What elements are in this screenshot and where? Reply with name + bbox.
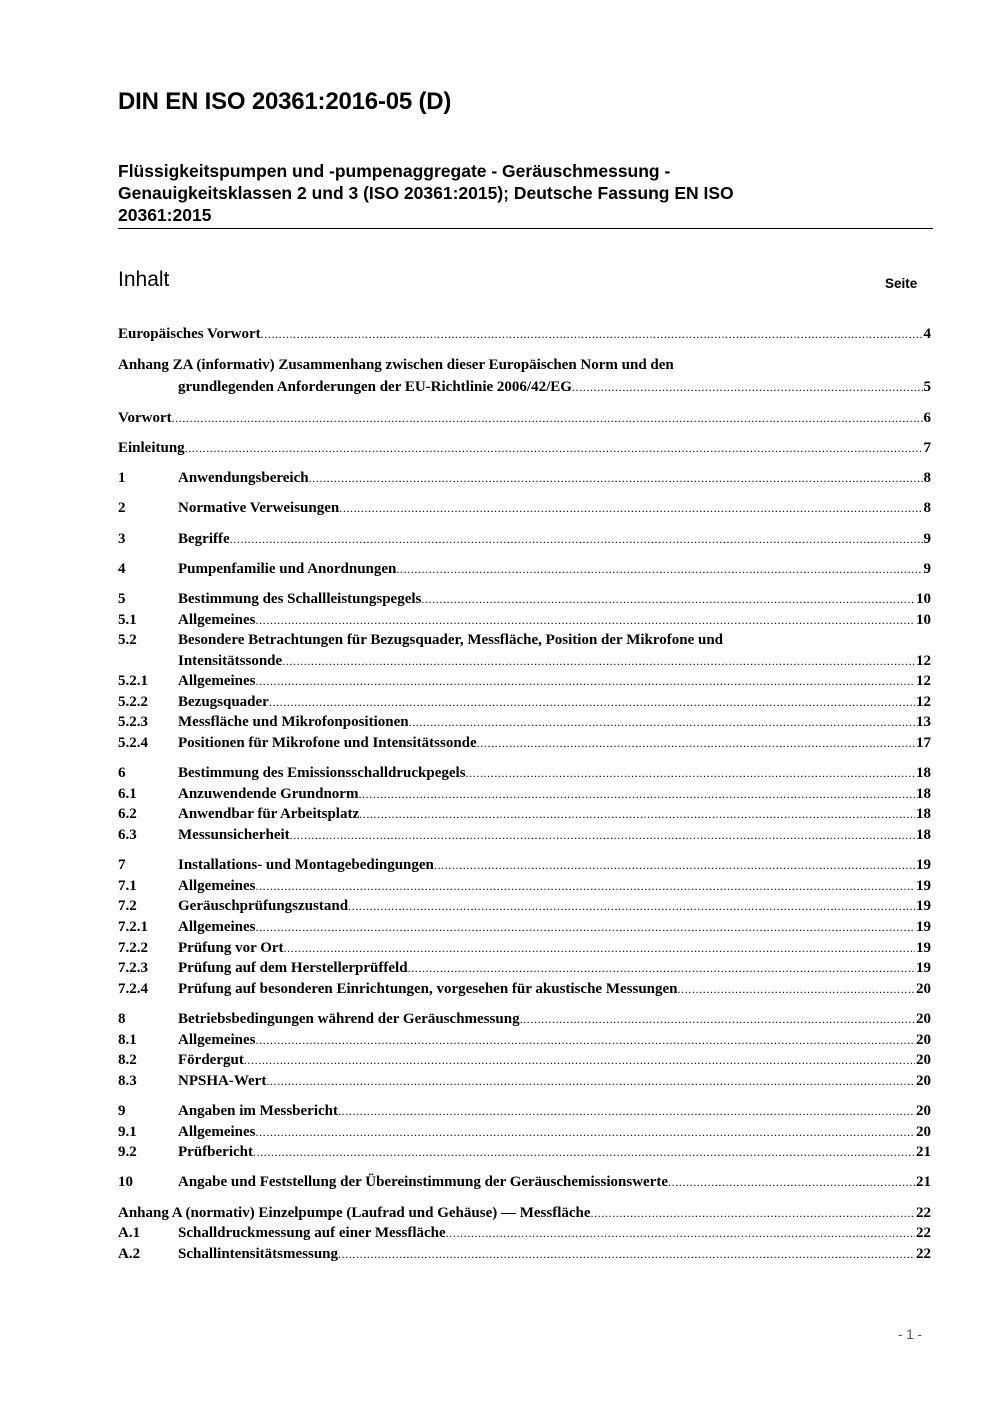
toc-entry-page: 20 — [916, 1072, 931, 1089]
toc-entry-title: Pumpenfamilie und Anordnungen — [178, 560, 397, 577]
dot-leader — [358, 784, 915, 805]
toc-entry-page: 9 — [923, 530, 931, 547]
toc-entry[interactable] — [118, 855, 931, 876]
toc-entry[interactable] — [118, 733, 931, 754]
toc-entry[interactable] — [118, 1142, 931, 1163]
dot-leader — [255, 876, 915, 897]
toc-entry[interactable] — [118, 1050, 931, 1071]
toc-entry-page: 19 — [916, 857, 931, 874]
toc-entry[interactable] — [118, 559, 931, 580]
toc-entry-page: 20 — [916, 1123, 931, 1140]
table-of-contents — [118, 324, 931, 1264]
dot-leader — [520, 1009, 915, 1030]
toc-entry-number: 9.1 — [118, 1123, 137, 1140]
toc-entry-title: Normative Verweisungen — [178, 500, 340, 517]
dot-leader — [338, 1244, 915, 1265]
dot-leader — [408, 958, 915, 979]
toc-entry[interactable] — [118, 804, 931, 825]
dot-leader — [255, 1030, 915, 1051]
dot-leader — [421, 589, 915, 610]
toc-entry-title: Prüfung auf dem Herstellerprüffeld — [178, 960, 408, 977]
dot-leader — [261, 324, 923, 345]
toc-entry-number: A.1 — [118, 1225, 141, 1242]
toc-entry[interactable] — [118, 324, 931, 345]
toc-entry-number: 5.2.4 — [118, 735, 148, 752]
dot-leader — [572, 376, 923, 398]
toc-entry-page: 6 — [923, 409, 931, 426]
toc-entry-page: 5 — [923, 379, 931, 396]
toc-entry-number: 7.2.1 — [118, 919, 148, 935]
toc-entry-number: 7.2 — [118, 898, 137, 915]
toc-entry-page: 13 — [916, 714, 931, 731]
toc-entry-title: Allgemeines — [178, 673, 256, 690]
toc-entry-title: Anwendungsbereich — [178, 470, 309, 487]
toc-entry-number: 6 — [118, 765, 126, 782]
toc-entry[interactable] — [118, 671, 931, 692]
toc-entry[interactable] — [118, 1223, 931, 1244]
toc-entry[interactable] — [118, 712, 931, 733]
toc-entry-number: 3 — [118, 530, 126, 547]
toc-entry-page: 18 — [916, 765, 931, 782]
toc-entry-title: Allgemeines — [178, 1031, 256, 1048]
toc-entry[interactable] — [118, 1244, 931, 1265]
toc-entry[interactable] — [118, 876, 931, 897]
dot-leader — [309, 468, 923, 489]
dot-leader — [434, 855, 915, 876]
toc-entry-number: 6.1 — [118, 785, 137, 802]
subtitle-line: 20361:2015 — [118, 205, 212, 225]
toc-entry[interactable] — [118, 630, 931, 671]
toc-heading: Inhalt — [118, 268, 170, 291]
toc-entry-title: Besondere Betrachtungen für Bezugsquader, Messfläche, Position der Mikrofone und — [178, 632, 724, 649]
toc-entry[interactable] — [118, 408, 931, 429]
toc-entry-number: 7.2.4 — [118, 980, 148, 997]
dot-leader — [477, 733, 915, 754]
toc-entry[interactable] — [118, 1203, 931, 1224]
toc-entry-title: Prüfung vor Ort — [178, 939, 284, 956]
toc-entry-number: 2 — [118, 500, 126, 517]
toc-entry-number: 9.2 — [118, 1144, 137, 1161]
toc-entry[interactable] — [118, 1071, 931, 1092]
toc-entry-page: 8 — [923, 470, 931, 487]
toc-entry-number: 7 — [118, 857, 126, 874]
toc-entry-title: Bestimmung des Schallleistungspegels — [178, 590, 422, 607]
dot-leader — [185, 438, 923, 459]
toc-entry-page: 12 — [916, 693, 931, 710]
toc-entry-page: 19 — [916, 877, 931, 894]
toc-entry-number: 5.1 — [118, 611, 137, 628]
toc-entry-number: 7.2.3 — [118, 960, 148, 977]
dot-leader — [282, 651, 915, 672]
toc-entry-title: Anzuwendende Grundnorm — [178, 785, 359, 802]
toc-entry-number: 5.2.2 — [118, 693, 148, 710]
dot-leader — [466, 763, 915, 784]
toc-entry-page: 7 — [923, 439, 931, 456]
toc-entry-title: Allgemeines — [178, 877, 256, 894]
toc-entry-number: 5 — [118, 590, 126, 607]
toc-entry-title: Geräuschprüfungszustand — [178, 898, 349, 915]
toc-entry-number: 8 — [118, 1010, 126, 1027]
dot-leader — [591, 1203, 915, 1224]
toc-entry-title: Begriffe — [178, 530, 230, 547]
dot-leader — [290, 825, 915, 846]
toc-entry-number: A.2 — [118, 1245, 141, 1262]
toc-entry-title: Intensitätssonde — [178, 652, 283, 669]
dot-leader — [338, 1101, 915, 1122]
toc-entry-page: 22 — [916, 1245, 931, 1262]
toc-entry-title: Anhang ZA (informativ) Zusammenhang zwischen dieser Europäischen Norm und den — [118, 357, 674, 374]
toc-entry-number: 1 — [118, 470, 126, 487]
toc-entry-number: 8.3 — [118, 1072, 137, 1089]
dot-leader — [255, 917, 915, 938]
document-subtitle — [118, 160, 838, 226]
toc-entry-title: Anwendbar für Arbeitsplatz — [178, 806, 360, 823]
toc-entry-page: 21 — [916, 1174, 931, 1191]
toc-entry-page: 8 — [923, 500, 931, 517]
dot-leader — [348, 896, 915, 917]
toc-entry-page: 10 — [916, 590, 931, 607]
toc-entry[interactable] — [118, 1030, 931, 1051]
toc-entry[interactable] — [118, 589, 931, 610]
toc-entry-page: 20 — [916, 1010, 931, 1027]
toc-entry[interactable] — [118, 979, 931, 1000]
toc-entry[interactable] — [118, 896, 931, 917]
toc-page-column-label: Seite — [885, 276, 918, 291]
toc-entry-page: 21 — [916, 1144, 931, 1161]
toc-entry-page: 12 — [916, 673, 931, 690]
toc-entry-page: 20 — [916, 1102, 931, 1119]
dot-leader — [446, 1223, 915, 1244]
document-id: DIN EN ISO 20361:2016-05 (D) — [118, 88, 452, 115]
toc-entry-number: 8.2 — [118, 1052, 137, 1069]
toc-entry-title: Angaben im Messbericht — [178, 1102, 338, 1119]
toc-entry-number: 4 — [118, 560, 126, 577]
toc-entry-page: 17 — [916, 735, 931, 752]
toc-entry[interactable] — [118, 529, 931, 550]
toc-entry[interactable] — [118, 1172, 931, 1193]
toc-entry-page: 9 — [923, 560, 931, 577]
toc-entry[interactable] — [118, 958, 931, 979]
toc-entry-title: grundlegenden Anforderungen der EU-Richtlinie 2006/42/EG — [178, 379, 572, 396]
toc-entry-title: Vorwort — [118, 409, 172, 426]
toc-entry-number: 10 — [118, 1174, 133, 1191]
toc-entry-number: 6.2 — [118, 806, 137, 823]
toc-entry-number: 7.2.2 — [118, 939, 148, 956]
toc-entry[interactable] — [118, 498, 931, 519]
toc-entry[interactable] — [118, 354, 931, 398]
page-number: - 1 - — [898, 1327, 923, 1342]
toc-entry-title: Allgemeines — [178, 1123, 256, 1140]
dot-leader — [668, 1172, 915, 1193]
dot-leader — [255, 671, 915, 692]
toc-entry-page: 19 — [916, 960, 931, 977]
toc-entry-title: Europäisches Vorwort — [118, 326, 261, 342]
toc-entry[interactable] — [118, 917, 931, 938]
toc-entry-title: Schallintensitätsmessung — [178, 1245, 339, 1262]
toc-entry-page: 12 — [916, 652, 931, 669]
title-divider — [118, 228, 933, 229]
toc-entry-title: Bezugsquader — [178, 693, 269, 710]
toc-entry-title: Positionen für Mikrofone und Intensitätssonde — [178, 735, 477, 752]
toc-entry-title: Einleitung — [118, 439, 185, 456]
toc-entry-number: 5.2 — [118, 632, 137, 649]
toc-entry-page: 10 — [916, 611, 931, 628]
toc-entry[interactable] — [118, 1101, 931, 1122]
toc-entry[interactable] — [118, 438, 931, 459]
toc-entry-title: Bestimmung des Emissionsschalldruckpegels — [178, 765, 466, 782]
toc-entry-page: 22 — [916, 1204, 931, 1221]
toc-entry[interactable] — [118, 784, 931, 805]
dot-leader — [339, 498, 922, 519]
dot-leader — [266, 1071, 915, 1092]
dot-leader — [284, 938, 915, 959]
toc-entry-title: Prüfung auf besonderen Einrichtungen, vorgesehen für akustische Messungen — [178, 980, 678, 997]
subtitle-line: Flüssigkeitspumpen und -pumpenaggregate - Geräuschmessung - — [118, 161, 671, 181]
toc-entry[interactable] — [118, 763, 931, 784]
dot-leader — [409, 712, 915, 733]
subtitle-line: Genauigkeitsklassen 2 und 3 (ISO 20361:2015); Deutsche Fassung EN ISO — [118, 183, 734, 203]
dot-leader — [359, 804, 915, 825]
toc-entry[interactable] — [118, 938, 931, 959]
toc-entry-title: Anhang A (normativ) Einzelpumpe (Laufrad und Gehäuse) — Messfläche — [118, 1204, 591, 1221]
toc-entry-page: 19 — [916, 919, 931, 935]
toc-entry-title: Allgemeines — [178, 919, 256, 935]
toc-entry-page: 18 — [916, 806, 931, 823]
toc-entry-page: 20 — [916, 1052, 931, 1069]
toc-entry-title: Betriebsbedingungen während der Geräuschmessung — [178, 1010, 520, 1027]
toc-entry-page: 20 — [916, 980, 931, 997]
toc-entry-page: 19 — [916, 939, 931, 956]
toc-entry-page: 22 — [916, 1225, 931, 1242]
toc-entry-page: 18 — [916, 827, 931, 844]
toc-entry-title: Messunsicherheit — [178, 827, 290, 844]
toc-entry[interactable] — [118, 468, 931, 489]
toc-entry-page: 4 — [923, 326, 931, 342]
dot-leader — [253, 1142, 915, 1163]
toc-entry[interactable] — [118, 1122, 931, 1143]
toc-entry-number: 5.2.3 — [118, 714, 148, 731]
toc-entry-title: Allgemeines — [178, 611, 256, 628]
toc-entry-title: Angabe und Feststellung der Übereinstimmung der Geräuschemissionswerte — [178, 1174, 669, 1191]
toc-entry[interactable] — [118, 610, 931, 631]
toc-entry-title: NPSHA-Wert — [178, 1072, 267, 1089]
dot-leader — [230, 529, 923, 550]
dot-leader — [269, 692, 915, 713]
toc-entry-number: 9 — [118, 1102, 126, 1119]
toc-entry-title: Prüfbericht — [178, 1144, 253, 1161]
toc-entry-number: 7.1 — [118, 877, 137, 894]
toc-entry-title: Messfläche und Mikrofonpositionen — [178, 714, 409, 731]
dot-leader — [244, 1050, 915, 1071]
toc-entry[interactable] — [118, 825, 931, 846]
toc-entry-title: Schalldruckmessung auf einer Messfläche — [178, 1225, 446, 1242]
toc-entry[interactable] — [118, 1009, 931, 1030]
dot-leader — [255, 610, 915, 631]
toc-entry-title: Installations- und Montagebedingungen — [178, 857, 434, 874]
dot-leader — [396, 559, 922, 580]
dot-leader — [255, 1122, 915, 1143]
toc-entry-page: 18 — [916, 785, 931, 802]
dot-leader — [172, 408, 923, 429]
toc-entry-page: 19 — [916, 898, 931, 915]
toc-entry[interactable] — [118, 692, 931, 713]
dot-leader — [678, 979, 916, 1000]
toc-entry-number: 5.2.1 — [118, 673, 148, 690]
toc-entry-number: 6.3 — [118, 827, 137, 844]
toc-entry-title: Fördergut — [178, 1052, 244, 1069]
toc-entry-page: 20 — [916, 1031, 931, 1048]
toc-entry-number: 8.1 — [118, 1031, 137, 1048]
